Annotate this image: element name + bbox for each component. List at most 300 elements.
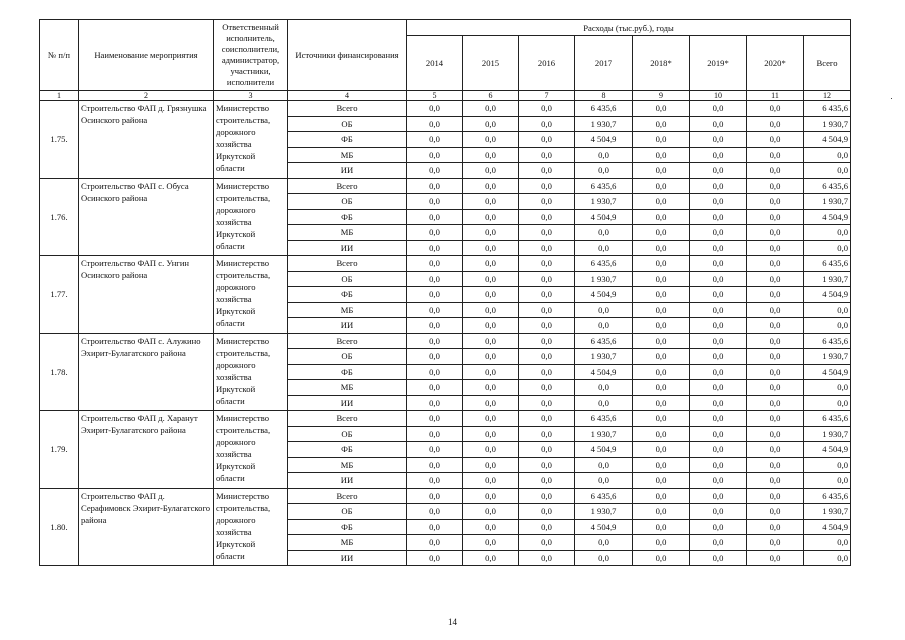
amount-cell: 0,0 bbox=[690, 318, 747, 334]
header-year: 2018* bbox=[633, 36, 690, 91]
amount-cell: 0,0 bbox=[519, 473, 575, 489]
total-cell: 6 435,6 bbox=[804, 178, 851, 194]
amount-cell: 0,0 bbox=[575, 163, 633, 179]
total-cell: 0,0 bbox=[804, 240, 851, 256]
header-year: 2017 bbox=[575, 36, 633, 91]
amount-cell: 0,0 bbox=[747, 349, 804, 365]
amount-cell: 0,0 bbox=[463, 519, 519, 535]
amount-cell: 0,0 bbox=[747, 380, 804, 396]
amount-cell: 0,0 bbox=[519, 147, 575, 163]
amount-cell: 0,0 bbox=[463, 380, 519, 396]
amount-cell: 0,0 bbox=[747, 535, 804, 551]
amount-cell: 1 930,7 bbox=[575, 116, 633, 132]
column-number: 7 bbox=[519, 91, 575, 101]
funding-source: ФБ bbox=[288, 287, 407, 303]
amount-cell: 0,0 bbox=[633, 271, 690, 287]
header-year: 2020* bbox=[747, 36, 804, 91]
activity-name: Строительство ФАП д. Харанут Эхирит-Булагатского района bbox=[79, 411, 214, 489]
amount-cell: 0,0 bbox=[463, 194, 519, 210]
amount-cell: 0,0 bbox=[575, 318, 633, 334]
activity-name: Строительство ФАП с. Унгин Осинского района bbox=[79, 256, 214, 334]
amount-cell: 6 435,6 bbox=[575, 178, 633, 194]
header-sources: Источники финансирования bbox=[288, 20, 407, 91]
page-number: 14 bbox=[448, 617, 457, 627]
responsible-executor: Министерство строительства, дорожного хозяйства Иркутской области bbox=[214, 333, 288, 411]
amount-cell: 0,0 bbox=[463, 504, 519, 520]
funding-source: ФБ bbox=[288, 209, 407, 225]
amount-cell: 0,0 bbox=[690, 240, 747, 256]
funding-source: ОБ bbox=[288, 194, 407, 210]
amount-cell: 0,0 bbox=[463, 287, 519, 303]
amount-cell: 0,0 bbox=[747, 271, 804, 287]
amount-cell: 0,0 bbox=[519, 380, 575, 396]
total-cell: 6 435,6 bbox=[804, 333, 851, 349]
total-cell: 0,0 bbox=[804, 302, 851, 318]
amount-cell: 0,0 bbox=[463, 349, 519, 365]
amount-cell: 0,0 bbox=[463, 271, 519, 287]
amount-cell: 0,0 bbox=[463, 209, 519, 225]
amount-cell: 0,0 bbox=[463, 364, 519, 380]
total-cell: 1 930,7 bbox=[804, 426, 851, 442]
funding-source: ОБ bbox=[288, 271, 407, 287]
amount-cell: 0,0 bbox=[633, 395, 690, 411]
amount-cell: 0,0 bbox=[747, 256, 804, 272]
amount-cell: 0,0 bbox=[747, 411, 804, 427]
column-number: 2 bbox=[79, 91, 214, 101]
amount-cell: 6 435,6 bbox=[575, 101, 633, 117]
column-number: 9 bbox=[633, 91, 690, 101]
amount-cell: 0,0 bbox=[747, 225, 804, 241]
amount-cell: 0,0 bbox=[519, 194, 575, 210]
amount-cell: 0,0 bbox=[407, 147, 463, 163]
amount-cell: 0,0 bbox=[747, 287, 804, 303]
total-cell: 1 930,7 bbox=[804, 271, 851, 287]
amount-cell: 0,0 bbox=[519, 535, 575, 551]
amount-cell: 0,0 bbox=[519, 209, 575, 225]
amount-cell: 0,0 bbox=[690, 147, 747, 163]
amount-cell: 0,0 bbox=[407, 116, 463, 132]
amount-cell: 0,0 bbox=[407, 519, 463, 535]
column-number: 12 bbox=[804, 91, 851, 101]
amount-cell: 0,0 bbox=[633, 132, 690, 148]
amount-cell: 0,0 bbox=[633, 426, 690, 442]
amount-cell: 0,0 bbox=[690, 225, 747, 241]
funding-source: Всего bbox=[288, 256, 407, 272]
amount-cell: 0,0 bbox=[519, 504, 575, 520]
header-year: 2016 bbox=[519, 36, 575, 91]
amount-cell: 0,0 bbox=[407, 287, 463, 303]
amount-cell: 0,0 bbox=[633, 287, 690, 303]
column-number: 4 bbox=[288, 91, 407, 101]
total-cell: 0,0 bbox=[804, 535, 851, 551]
funding-source: ИИ bbox=[288, 163, 407, 179]
amount-cell: 0,0 bbox=[519, 287, 575, 303]
amount-cell: 0,0 bbox=[407, 333, 463, 349]
table-row bbox=[40, 101, 851, 117]
amount-cell: 0,0 bbox=[575, 380, 633, 396]
header-year: 2015 bbox=[463, 36, 519, 91]
column-number: 8 bbox=[575, 91, 633, 101]
total-cell: 4 504,9 bbox=[804, 364, 851, 380]
total-cell: 1 930,7 bbox=[804, 116, 851, 132]
amount-cell: 0,0 bbox=[747, 194, 804, 210]
amount-cell: 0,0 bbox=[519, 333, 575, 349]
amount-cell: 0,0 bbox=[407, 380, 463, 396]
amount-cell: 0,0 bbox=[690, 287, 747, 303]
amount-cell: 0,0 bbox=[407, 194, 463, 210]
amount-cell: 0,0 bbox=[633, 442, 690, 458]
amount-cell: 0,0 bbox=[407, 256, 463, 272]
amount-cell: 0,0 bbox=[690, 426, 747, 442]
amount-cell: 0,0 bbox=[747, 550, 804, 566]
amount-cell: 0,0 bbox=[747, 240, 804, 256]
amount-cell: 0,0 bbox=[575, 225, 633, 241]
amount-cell: 6 435,6 bbox=[575, 256, 633, 272]
amount-cell: 0,0 bbox=[690, 178, 747, 194]
amount-cell: 0,0 bbox=[463, 132, 519, 148]
header-num: № п/п bbox=[40, 20, 79, 91]
amount-cell: 1 930,7 bbox=[575, 194, 633, 210]
amount-cell: 0,0 bbox=[690, 550, 747, 566]
amount-cell: 0,0 bbox=[690, 442, 747, 458]
amount-cell: 0,0 bbox=[519, 426, 575, 442]
amount-cell: 0,0 bbox=[633, 178, 690, 194]
amount-cell: 0,0 bbox=[407, 209, 463, 225]
amount-cell: 0,0 bbox=[519, 101, 575, 117]
amount-cell: 0,0 bbox=[463, 163, 519, 179]
amount-cell: 0,0 bbox=[463, 426, 519, 442]
total-cell: 6 435,6 bbox=[804, 101, 851, 117]
row-index: 1.76. bbox=[40, 178, 79, 256]
document-sheet bbox=[39, 19, 850, 566]
amount-cell: 0,0 bbox=[463, 178, 519, 194]
amount-cell: 0,0 bbox=[407, 302, 463, 318]
amount-cell: 0,0 bbox=[519, 488, 575, 504]
amount-cell: 0,0 bbox=[463, 147, 519, 163]
amount-cell: 0,0 bbox=[575, 302, 633, 318]
responsible-executor: Министерство строительства, дорожного хозяйства Иркутской области bbox=[214, 411, 288, 489]
amount-cell: 0,0 bbox=[407, 504, 463, 520]
row-index: 1.78. bbox=[40, 333, 79, 411]
funding-source: ИИ bbox=[288, 318, 407, 334]
amount-cell: 0,0 bbox=[633, 318, 690, 334]
header-name: Наименование мероприятия bbox=[79, 20, 214, 91]
funding-source: ФБ bbox=[288, 364, 407, 380]
row-index: 1.75. bbox=[40, 101, 79, 179]
column-numbers-row bbox=[40, 91, 851, 101]
amount-cell: 0,0 bbox=[633, 101, 690, 117]
amount-cell: 0,0 bbox=[463, 333, 519, 349]
amount-cell: 0,0 bbox=[747, 457, 804, 473]
total-cell: 4 504,9 bbox=[804, 442, 851, 458]
amount-cell: 0,0 bbox=[690, 209, 747, 225]
amount-cell: 0,0 bbox=[747, 147, 804, 163]
amount-cell: 0,0 bbox=[575, 457, 633, 473]
amount-cell: 0,0 bbox=[633, 364, 690, 380]
amount-cell: 0,0 bbox=[519, 519, 575, 535]
funding-source: Всего bbox=[288, 488, 407, 504]
amount-cell: 0,0 bbox=[407, 101, 463, 117]
amount-cell: 0,0 bbox=[747, 302, 804, 318]
funding-source: МБ bbox=[288, 380, 407, 396]
amount-cell: 0,0 bbox=[747, 318, 804, 334]
amount-cell: 0,0 bbox=[747, 333, 804, 349]
amount-cell: 0,0 bbox=[633, 240, 690, 256]
amount-cell: 0,0 bbox=[690, 411, 747, 427]
funding-source: Всего bbox=[288, 333, 407, 349]
amount-cell: 0,0 bbox=[463, 395, 519, 411]
amount-cell: 0,0 bbox=[747, 488, 804, 504]
funding-source: ФБ bbox=[288, 132, 407, 148]
amount-cell: 0,0 bbox=[519, 225, 575, 241]
amount-cell: 0,0 bbox=[519, 349, 575, 365]
amount-cell: 0,0 bbox=[747, 163, 804, 179]
amount-cell: 0,0 bbox=[747, 178, 804, 194]
amount-cell: 0,0 bbox=[519, 271, 575, 287]
amount-cell: 0,0 bbox=[463, 550, 519, 566]
amount-cell: 0,0 bbox=[633, 333, 690, 349]
amount-cell: 0,0 bbox=[519, 240, 575, 256]
header-year: 2014 bbox=[407, 36, 463, 91]
amount-cell: 0,0 bbox=[690, 132, 747, 148]
amount-cell: 0,0 bbox=[633, 519, 690, 535]
table-body bbox=[40, 101, 851, 566]
table-row bbox=[40, 488, 851, 504]
column-number: 5 bbox=[407, 91, 463, 101]
amount-cell: 0,0 bbox=[407, 488, 463, 504]
total-cell: 6 435,6 bbox=[804, 256, 851, 272]
amount-cell: 0,0 bbox=[463, 225, 519, 241]
amount-cell: 0,0 bbox=[633, 225, 690, 241]
amount-cell: 0,0 bbox=[463, 457, 519, 473]
funding-source: ОБ bbox=[288, 349, 407, 365]
amount-cell: 0,0 bbox=[463, 411, 519, 427]
header-year: 2019* bbox=[690, 36, 747, 91]
funding-source: ОБ bbox=[288, 116, 407, 132]
margin-mark bbox=[891, 98, 892, 99]
amount-cell: 0,0 bbox=[463, 116, 519, 132]
amount-cell: 4 504,9 bbox=[575, 364, 633, 380]
amount-cell: 0,0 bbox=[463, 473, 519, 489]
total-cell: 0,0 bbox=[804, 550, 851, 566]
amount-cell: 0,0 bbox=[690, 364, 747, 380]
amount-cell: 0,0 bbox=[463, 442, 519, 458]
amount-cell: 0,0 bbox=[463, 488, 519, 504]
amount-cell: 0,0 bbox=[747, 395, 804, 411]
amount-cell: 0,0 bbox=[633, 147, 690, 163]
total-cell: 1 930,7 bbox=[804, 504, 851, 520]
amount-cell: 0,0 bbox=[633, 473, 690, 489]
row-index: 1.80. bbox=[40, 488, 79, 566]
amount-cell: 0,0 bbox=[463, 240, 519, 256]
amount-cell: 0,0 bbox=[690, 101, 747, 117]
amount-cell: 0,0 bbox=[575, 147, 633, 163]
table-row bbox=[40, 178, 851, 194]
header-expenses: Расходы (тыс.руб.), годы bbox=[407, 20, 851, 36]
amount-cell: 0,0 bbox=[407, 318, 463, 334]
table-row bbox=[40, 411, 851, 427]
amount-cell: 0,0 bbox=[690, 457, 747, 473]
row-index: 1.77. bbox=[40, 256, 79, 334]
amount-cell: 0,0 bbox=[519, 318, 575, 334]
responsible-executor: Министерство строительства, дорожного хозяйства Иркутской области bbox=[214, 178, 288, 256]
funding-source: ИИ bbox=[288, 550, 407, 566]
funding-source: МБ bbox=[288, 302, 407, 318]
amount-cell: 0,0 bbox=[519, 116, 575, 132]
amount-cell: 0,0 bbox=[519, 442, 575, 458]
amount-cell: 0,0 bbox=[633, 380, 690, 396]
amount-cell: 0,0 bbox=[633, 116, 690, 132]
total-cell: 1 930,7 bbox=[804, 194, 851, 210]
activity-name: Строительство ФАП с. Обуса Осинского района bbox=[79, 178, 214, 256]
amount-cell: 0,0 bbox=[575, 240, 633, 256]
funding-source: ОБ bbox=[288, 426, 407, 442]
row-index: 1.79. bbox=[40, 411, 79, 489]
amount-cell: 0,0 bbox=[519, 302, 575, 318]
total-cell: 0,0 bbox=[804, 395, 851, 411]
total-cell: 4 504,9 bbox=[804, 132, 851, 148]
amount-cell: 0,0 bbox=[407, 457, 463, 473]
amount-cell: 0,0 bbox=[690, 504, 747, 520]
amount-cell: 4 504,9 bbox=[575, 442, 633, 458]
funding-source: Всего bbox=[288, 178, 407, 194]
amount-cell: 0,0 bbox=[690, 333, 747, 349]
amount-cell: 1 930,7 bbox=[575, 504, 633, 520]
funding-source: ФБ bbox=[288, 442, 407, 458]
amount-cell: 0,0 bbox=[633, 411, 690, 427]
amount-cell: 0,0 bbox=[463, 302, 519, 318]
amount-cell: 0,0 bbox=[519, 395, 575, 411]
amount-cell: 0,0 bbox=[633, 194, 690, 210]
column-number: 3 bbox=[214, 91, 288, 101]
total-cell: 0,0 bbox=[804, 225, 851, 241]
funding-source: МБ bbox=[288, 147, 407, 163]
funding-source: МБ bbox=[288, 457, 407, 473]
amount-cell: 0,0 bbox=[407, 535, 463, 551]
amount-cell: 0,0 bbox=[690, 395, 747, 411]
amount-cell: 0,0 bbox=[407, 442, 463, 458]
table-row bbox=[40, 256, 851, 272]
amount-cell: 0,0 bbox=[690, 116, 747, 132]
column-number: 1 bbox=[40, 91, 79, 101]
amount-cell: 0,0 bbox=[690, 519, 747, 535]
funding-source: ИИ bbox=[288, 240, 407, 256]
amount-cell: 0,0 bbox=[575, 535, 633, 551]
amount-cell: 0,0 bbox=[633, 302, 690, 318]
column-number: 6 bbox=[463, 91, 519, 101]
amount-cell: 0,0 bbox=[633, 535, 690, 551]
responsible-executor: Министерство строительства, дорожного хозяйства Иркутской области bbox=[214, 101, 288, 179]
amount-cell: 0,0 bbox=[633, 488, 690, 504]
total-cell: 0,0 bbox=[804, 473, 851, 489]
amount-cell: 0,0 bbox=[407, 550, 463, 566]
activity-name: Строительство ФАП д. Серафимовск Эхирит-Булагатского района bbox=[79, 488, 214, 566]
amount-cell: 0,0 bbox=[747, 209, 804, 225]
total-cell: 6 435,6 bbox=[804, 488, 851, 504]
amount-cell: 0,0 bbox=[407, 426, 463, 442]
amount-cell: 0,0 bbox=[690, 256, 747, 272]
funding-source: МБ bbox=[288, 225, 407, 241]
amount-cell: 0,0 bbox=[519, 457, 575, 473]
amount-cell: 0,0 bbox=[463, 318, 519, 334]
amount-cell: 0,0 bbox=[633, 209, 690, 225]
amount-cell: 0,0 bbox=[690, 349, 747, 365]
amount-cell: 0,0 bbox=[407, 271, 463, 287]
amount-cell: 0,0 bbox=[519, 256, 575, 272]
total-cell: 4 504,9 bbox=[804, 287, 851, 303]
total-cell: 0,0 bbox=[804, 380, 851, 396]
amount-cell: 0,0 bbox=[519, 163, 575, 179]
expenses-table bbox=[39, 19, 851, 566]
amount-cell: 0,0 bbox=[747, 132, 804, 148]
total-cell: 0,0 bbox=[804, 318, 851, 334]
amount-cell: 1 930,7 bbox=[575, 349, 633, 365]
amount-cell: 0,0 bbox=[690, 302, 747, 318]
amount-cell: 1 930,7 bbox=[575, 426, 633, 442]
header-row bbox=[40, 20, 851, 36]
header-total: Всего bbox=[804, 36, 851, 91]
amount-cell: 0,0 bbox=[407, 411, 463, 427]
amount-cell: 0,0 bbox=[407, 395, 463, 411]
column-number: 11 bbox=[747, 91, 804, 101]
column-number: 10 bbox=[690, 91, 747, 101]
table-row bbox=[40, 333, 851, 349]
responsible-executor: Министерство строительства, дорожного хозяйства Иркутской области bbox=[214, 256, 288, 334]
amount-cell: 6 435,6 bbox=[575, 333, 633, 349]
funding-source: МБ bbox=[288, 535, 407, 551]
total-cell: 0,0 bbox=[804, 457, 851, 473]
amount-cell: 0,0 bbox=[690, 194, 747, 210]
activity-name: Строительство ФАП д. Грязнушка Осинского района bbox=[79, 101, 214, 179]
amount-cell: 0,0 bbox=[407, 473, 463, 489]
amount-cell: 0,0 bbox=[407, 349, 463, 365]
amount-cell: 0,0 bbox=[519, 550, 575, 566]
amount-cell: 0,0 bbox=[747, 101, 804, 117]
amount-cell: 0,0 bbox=[690, 163, 747, 179]
amount-cell: 0,0 bbox=[633, 504, 690, 520]
total-cell: 4 504,9 bbox=[804, 519, 851, 535]
amount-cell: 0,0 bbox=[519, 178, 575, 194]
amount-cell: 0,0 bbox=[575, 395, 633, 411]
amount-cell: 4 504,9 bbox=[575, 519, 633, 535]
amount-cell: 4 504,9 bbox=[575, 209, 633, 225]
funding-source: Всего bbox=[288, 411, 407, 427]
amount-cell: 0,0 bbox=[633, 457, 690, 473]
amount-cell: 6 435,6 bbox=[575, 411, 633, 427]
amount-cell: 4 504,9 bbox=[575, 132, 633, 148]
total-cell: 0,0 bbox=[804, 147, 851, 163]
amount-cell: 0,0 bbox=[747, 519, 804, 535]
funding-source: ИИ bbox=[288, 473, 407, 489]
total-cell: 0,0 bbox=[804, 163, 851, 179]
amount-cell: 0,0 bbox=[407, 163, 463, 179]
amount-cell: 0,0 bbox=[407, 225, 463, 241]
funding-source: Всего bbox=[288, 101, 407, 117]
amount-cell: 6 435,6 bbox=[575, 488, 633, 504]
total-cell: 4 504,9 bbox=[804, 209, 851, 225]
amount-cell: 0,0 bbox=[575, 550, 633, 566]
amount-cell: 0,0 bbox=[747, 473, 804, 489]
amount-cell: 0,0 bbox=[690, 271, 747, 287]
amount-cell: 0,0 bbox=[747, 442, 804, 458]
amount-cell: 0,0 bbox=[575, 473, 633, 489]
amount-cell: 0,0 bbox=[633, 349, 690, 365]
amount-cell: 0,0 bbox=[633, 256, 690, 272]
amount-cell: 0,0 bbox=[747, 504, 804, 520]
amount-cell: 0,0 bbox=[407, 178, 463, 194]
amount-cell: 4 504,9 bbox=[575, 287, 633, 303]
activity-name: Строительство ФАП с. Алужино Эхирит-Булагатского района bbox=[79, 333, 214, 411]
